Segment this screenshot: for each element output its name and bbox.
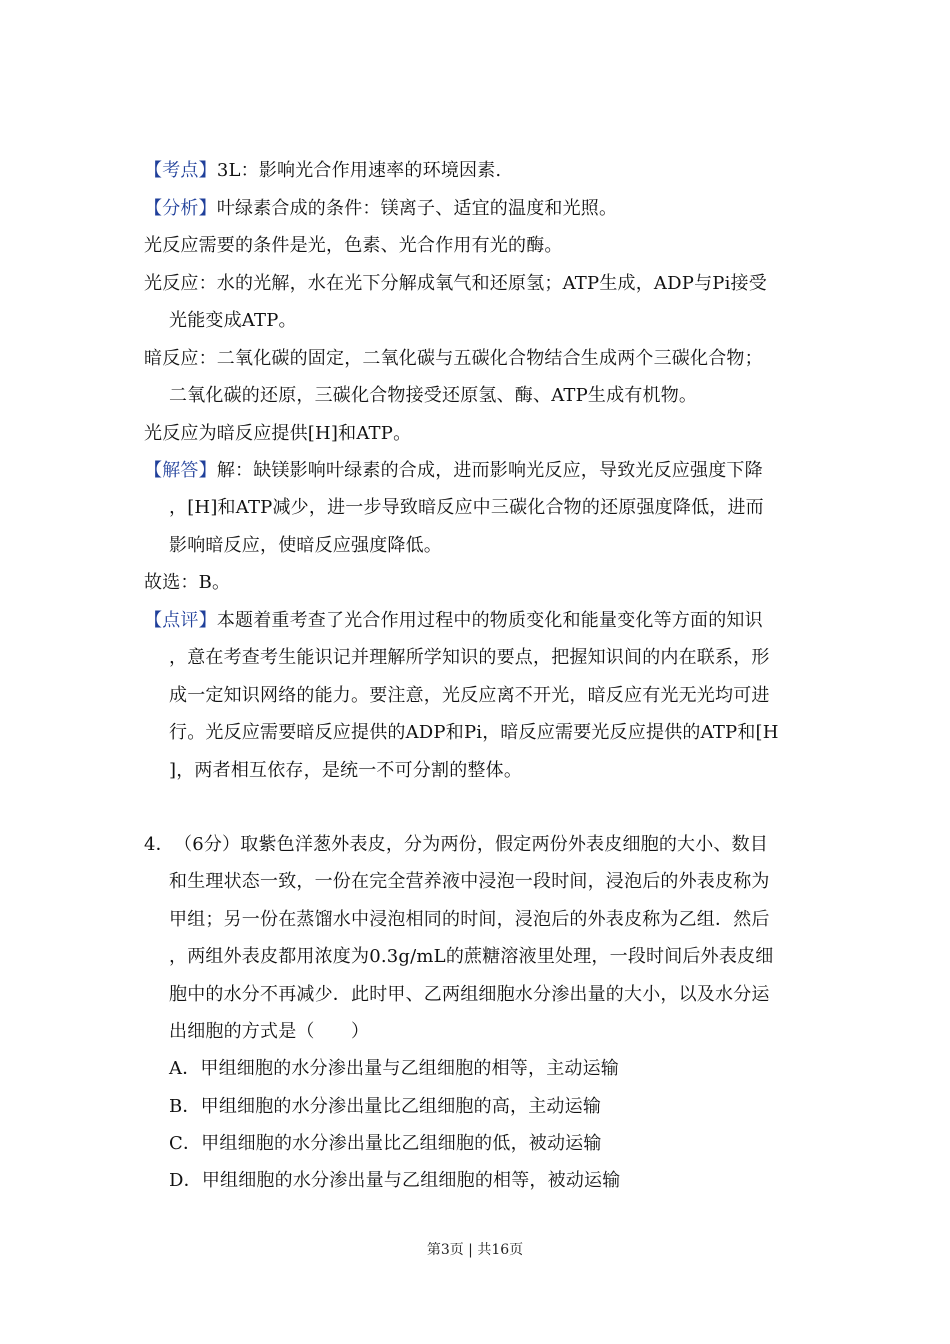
fenxi-paragraph: 暗反应：二氧化碳的固定，二氧化碳与五碳化合物结合生成两个三碳化合物； <box>144 348 763 369</box>
fenxi-paragraph: 光反应：水的光解，水在光下分解成氧气和还原氢；ATP生成，ADP与Pi接受 <box>144 273 767 294</box>
dianping-line: ，意在考查考生能识记并理解所学知识的要点，把握知识间的内在联系，形 <box>169 647 770 668</box>
fenxi-paragraph: 光反应为暗反应提供[H]和ATP。 <box>144 423 412 444</box>
jieda-answer: 故选：B。 <box>144 572 231 593</box>
question-stem-line: 出细胞的方式是（ ） <box>169 1021 370 1042</box>
kaodian-tag: 【考点】 <box>144 160 217 181</box>
question-stem-line: ，两组外表皮都用浓度为0.3g/mL的蔗糖溶液里处理，一段时间后外表皮细 <box>169 946 774 967</box>
fenxi-paragraph: 光反应需要的条件是光，色素、光合作用有光的酶。 <box>144 235 563 256</box>
fenxi-paragraph: 二氧化碳的还原，三碳化合物接受还原氢、酶、ATP生成有机物。 <box>169 385 698 406</box>
dianping-tag: 【点评】 <box>144 610 217 631</box>
dianping-line: 成一定知识网络的能力。要注意，光反应离不开光，暗反应有光无光均可进 <box>169 685 770 706</box>
dianping-text: 本题着重考查了光合作用过程中的物质变化和能量变化等方面的知识 <box>216 610 763 631</box>
option-a: A．甲组细胞的水分渗出量与乙组细胞的相等，主动运输 <box>169 1058 619 1079</box>
option-c: C．甲组细胞的水分渗出量比乙组细胞的低，被动运输 <box>169 1133 602 1154</box>
jieda-line: ，[H]和ATP减少，进一步导致暗反应中三碳化合物的还原强度降低，进而 <box>169 497 764 518</box>
jieda-text: 解：缺镁影响叶绿素的合成，进而影响光反应，导致光反应强度下降 <box>216 460 763 481</box>
dianping-line: 行。光反应需要暗反应提供的ADP和Pi，暗反应需要光反应提供的ATP和[H <box>169 722 779 743</box>
jieda-tag: 【解答】 <box>144 460 217 481</box>
fenxi-text: 叶绿素合成的条件：镁离子、适宜的温度和光照。 <box>216 198 618 219</box>
option-b: B．甲组细胞的水分渗出量比乙组细胞的高，主动运输 <box>169 1096 602 1117</box>
option-d: D．甲组细胞的水分渗出量与乙组细胞的相等，被动运输 <box>169 1170 621 1191</box>
kaodian-line <box>144 158 501 184</box>
jieda-line <box>144 458 763 484</box>
jieda-line: 影响暗反应，使暗反应强度降低。 <box>169 535 442 556</box>
kaodian-text: 3L：影响光合作用速率的环境因素. <box>216 160 502 181</box>
question-stem-line: （6分）取紫色洋葱外表皮，分为两份，假定两份外表皮细胞的大小、数目 <box>174 834 769 855</box>
question-number: 4． <box>144 834 174 855</box>
dianping-line <box>144 608 763 634</box>
question-stem-line: 和生理状态一致，一份在完全营养液中浸泡一段时间，浸泡后的外表皮称为 <box>169 871 770 892</box>
fenxi-paragraph: 光能变成ATP。 <box>169 310 297 331</box>
question-stem-line: 甲组；另一份在蒸馏水中浸泡相同的时间，浸泡后的外表皮称为乙组．然后 <box>169 909 770 930</box>
page-footer: 第3页 | 共16页 <box>426 1242 524 1258</box>
fenxi-tag: 【分析】 <box>144 198 217 219</box>
fenxi-line <box>144 196 617 222</box>
dianping-line: ]，两者相互依存，是统一不可分割的整体。 <box>169 760 523 781</box>
question-stem-line: 胞中的水分不再减少．此时甲、乙两组细胞水分渗出量的大小，以及水分运 <box>169 984 770 1005</box>
